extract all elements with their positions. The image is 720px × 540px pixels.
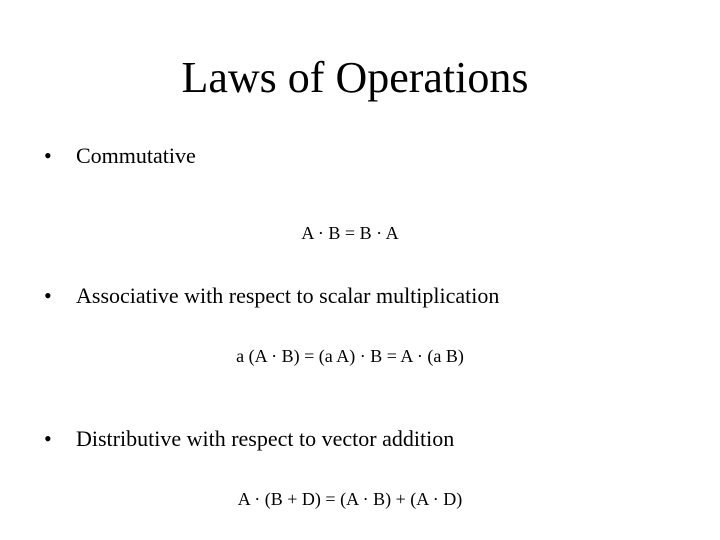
formula-commutative: A · B = B · A (301, 223, 399, 243)
bullet-associative (44, 282, 499, 310)
bullet-dot-icon: • (44, 283, 52, 308)
bullet-text: Commutative (76, 143, 196, 168)
bullet-text: Associative with respect to scalar multiplication (76, 283, 500, 308)
slide-title: Laws of Operations (181, 53, 529, 102)
bullet-commutative (44, 142, 196, 170)
formula-distributive: A · (B + D) = (A · B) + (A · D) (237, 489, 463, 509)
bullet-dot-icon: • (44, 143, 52, 168)
bullet-dot-icon: • (44, 426, 52, 451)
bullet-text: Distributive with respect to vector addition (76, 426, 455, 451)
bullet-distributive (44, 425, 454, 453)
formula-associative: a (A · B) = (a A) · B = A · (a B) (236, 346, 464, 366)
